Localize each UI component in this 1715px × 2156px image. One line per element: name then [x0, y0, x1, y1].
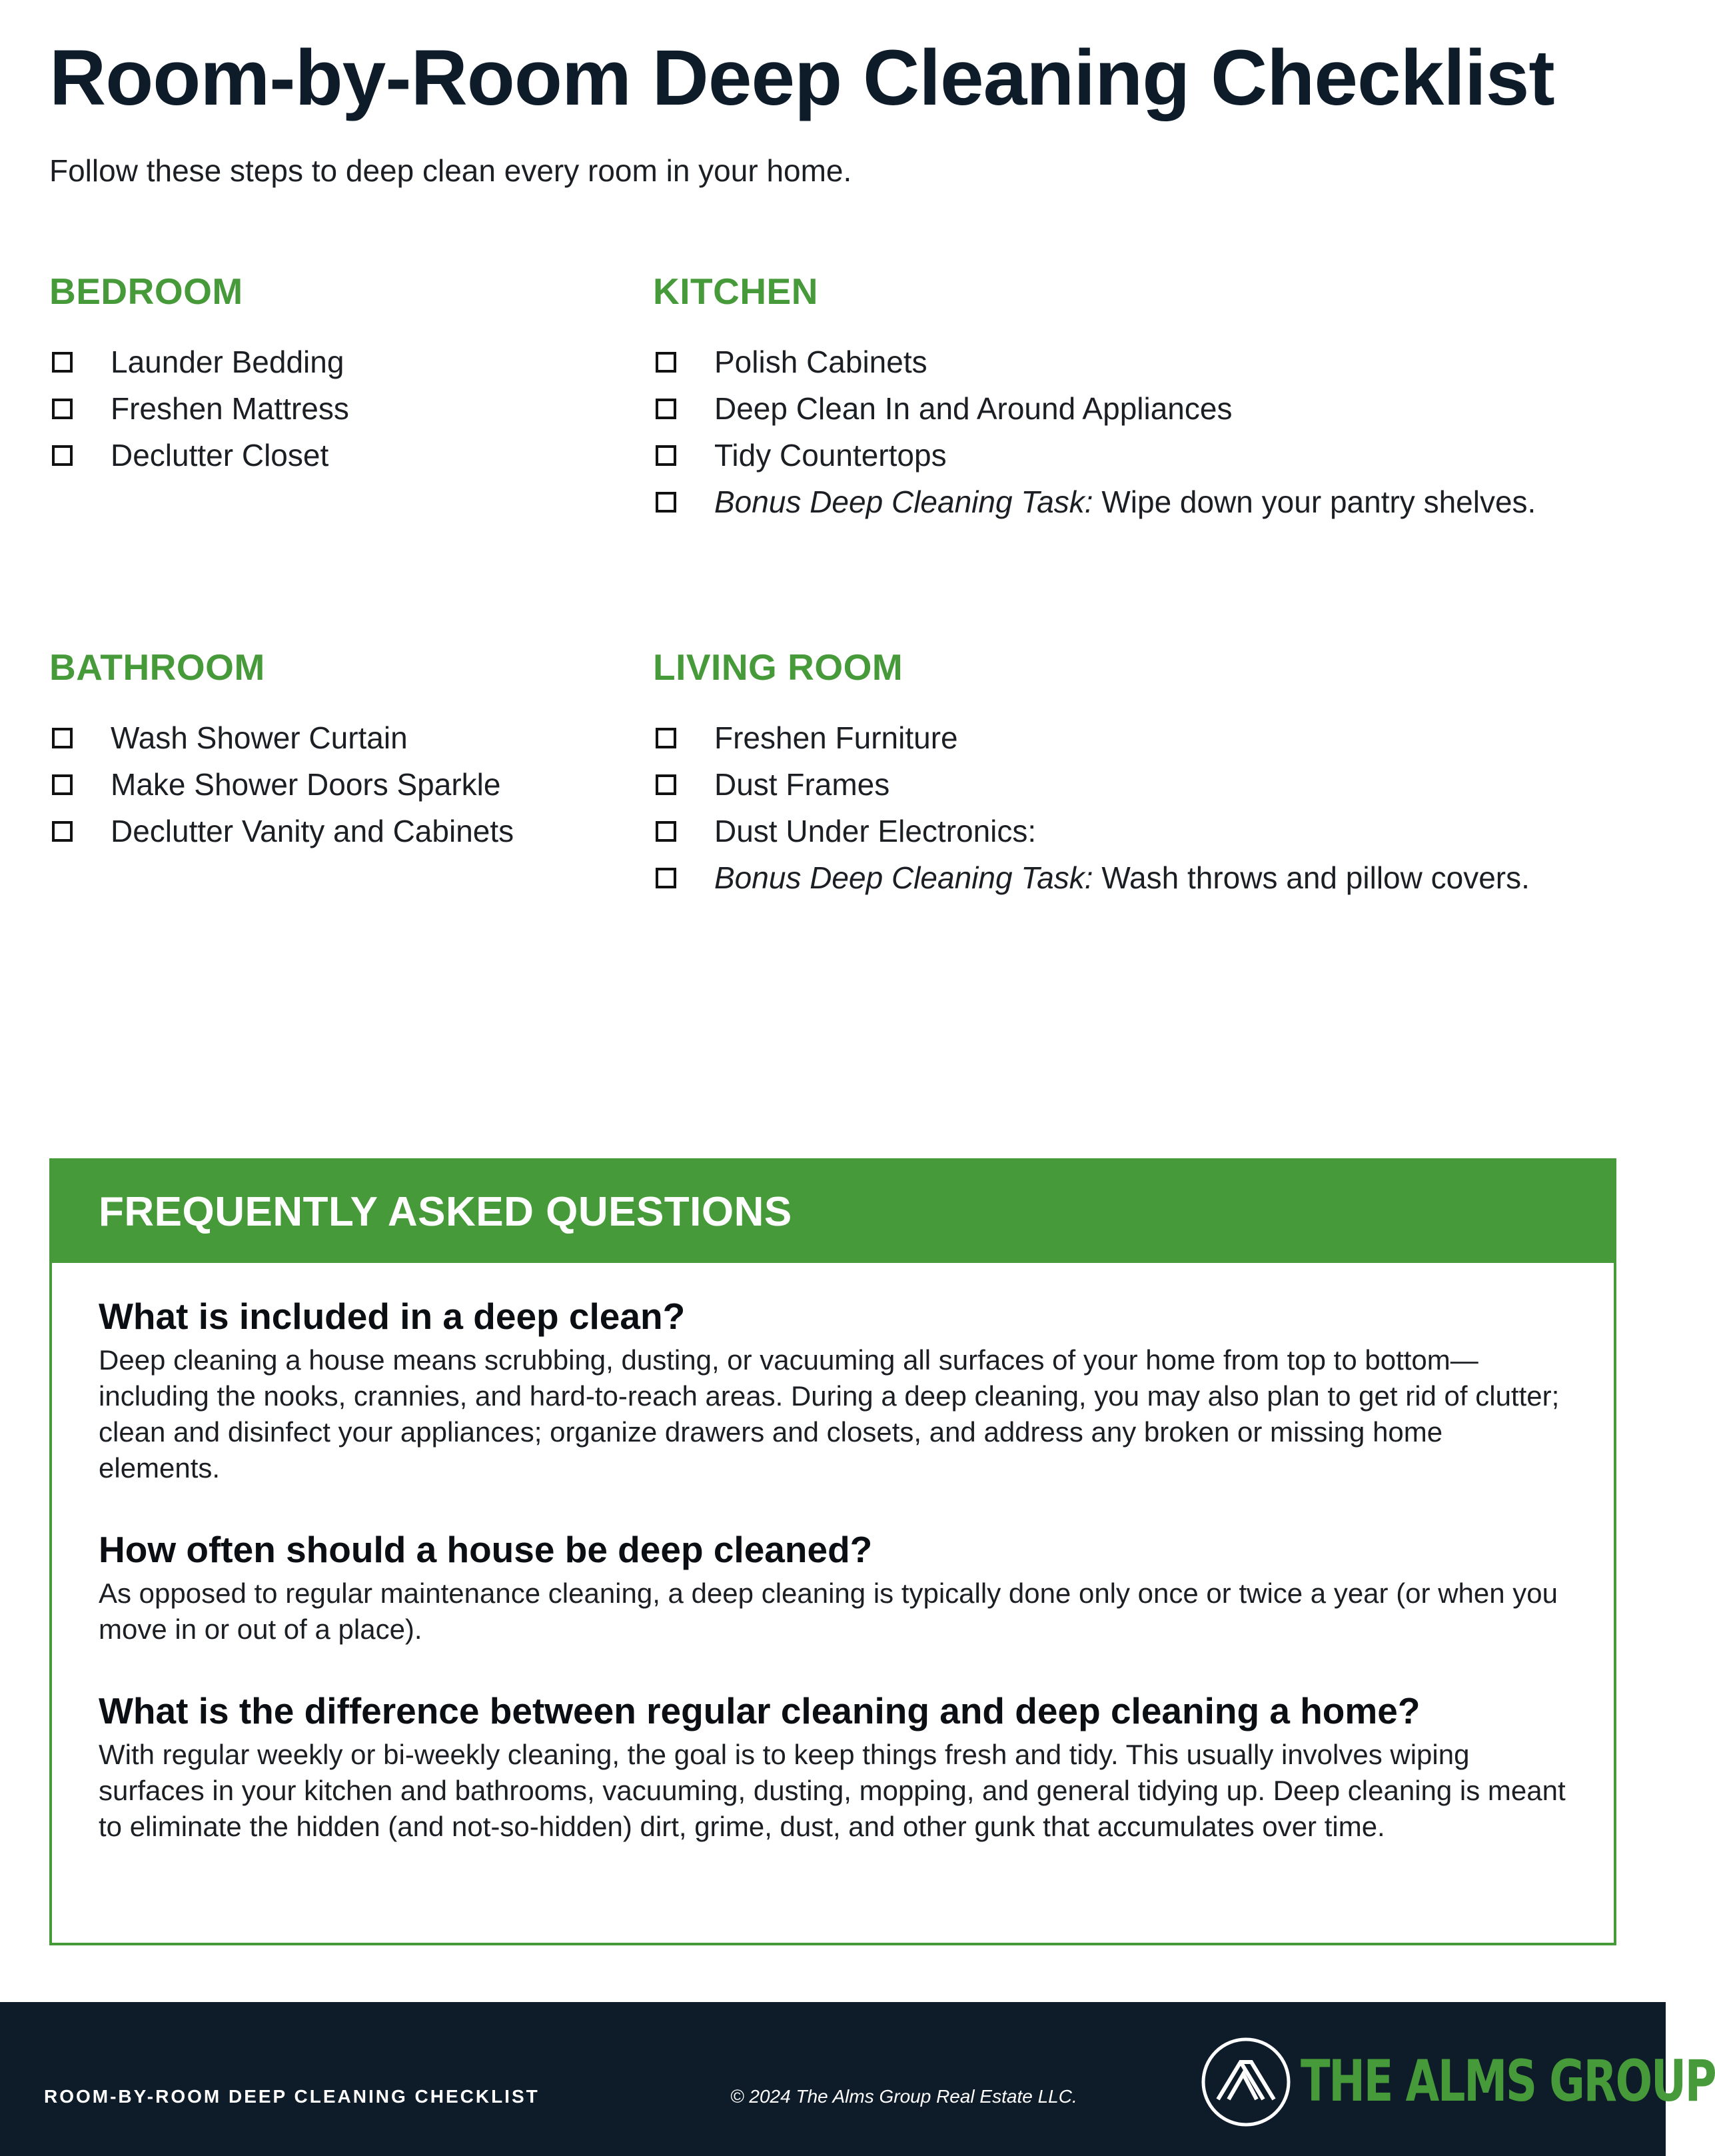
checkbox[interactable]: [52, 821, 73, 842]
bonus-task-text: Wipe down your pantry shelves.: [1093, 485, 1536, 519]
checklist-item-label: Wash Shower Curtain: [111, 720, 408, 755]
checkbox[interactable]: [52, 728, 73, 748]
bathroom-section: [49, 644, 514, 854]
faq-question: How often should a house be deep cleaned?: [99, 1529, 873, 1570]
checklist-item[interactable]: [49, 339, 349, 385]
faq-answer: Deep cleaning a house means scrubbing, dusting, or vacuuming all surfaces of your home from top to bottom—including the nooks, crannies, and hard-to-reach areas. During a deep cleaning, you may also plan to get rid of clutter; clean and disinfect your appliances; organize drawers and closets, and address any broken or missing home elements.: [99, 1344, 1560, 1484]
bonus-task-prefix: Bonus Deep Cleaning Task:: [714, 860, 1093, 895]
section-heading-bedroom: BEDROOM: [49, 271, 243, 312]
checkbox[interactable]: [656, 774, 676, 795]
faq-answer: As opposed to regular maintenance cleaning, a deep cleaning is typically done only once or twice a year (or when you move in or out of a place).: [99, 1578, 1558, 1645]
faq-heading: FREQUENTLY ASKED QUESTIONS: [52, 1161, 1614, 1263]
checklist-item-bonus[interactable]: [653, 479, 1536, 525]
checklist-item-label: Make Shower Doors Sparkle: [111, 767, 501, 802]
checklist-item-label: Dust Frames: [714, 767, 890, 802]
faq-item: [99, 1293, 1567, 1486]
checklist-item[interactable]: [653, 808, 1530, 854]
checklist-item-label: Dust Under Electronics:: [714, 814, 1037, 848]
kitchen-checklist: [653, 339, 1536, 525]
checklist-item-label: Declutter Closet: [111, 438, 329, 473]
faq-question: What is the difference between regular cleaning and deep cleaning a home?: [99, 1690, 1421, 1731]
checkbox[interactable]: [52, 352, 73, 373]
checklist-item[interactable]: [653, 339, 1536, 385]
section-heading-bathroom: BATHROOM: [49, 646, 265, 688]
company-logo: [1199, 2035, 1715, 2129]
faq-item: [99, 1687, 1567, 1845]
faq-body: [52, 1293, 1614, 1845]
bonus-task-prefix: Bonus Deep Cleaning Task:: [714, 485, 1093, 519]
checkbox[interactable]: [656, 352, 676, 373]
checklist-item[interactable]: [653, 761, 1530, 808]
kitchen-section: [653, 268, 1536, 525]
company-logo-text: THE ALMS GROUP: [1301, 2048, 1715, 2115]
checkbox[interactable]: [52, 399, 73, 419]
footer-document-title: ROOM-BY-ROOM DEEP CLEANING CHECKLIST: [44, 2086, 540, 2107]
checklist-item-label: Tidy Countertops: [714, 438, 947, 473]
checkbox[interactable]: [52, 774, 73, 795]
checklist-item-label: Declutter Vanity and Cabinets: [111, 814, 514, 848]
checklist-item[interactable]: [49, 432, 349, 479]
checklist-item-label: Deep Clean In and Around Appliances: [714, 391, 1233, 426]
checklist-item-label: Freshen Furniture: [714, 720, 958, 755]
checklist-item[interactable]: [49, 761, 514, 808]
checkbox[interactable]: [656, 868, 676, 888]
living-room-section: [653, 644, 1530, 901]
bedroom-section: [49, 268, 349, 479]
checklist-item[interactable]: [653, 432, 1536, 479]
checklist-item[interactable]: [653, 385, 1536, 432]
bonus-task-text: Wash throws and pillow covers.: [1093, 860, 1530, 895]
checklist-item[interactable]: [49, 714, 514, 761]
page-subtitle: Follow these steps to deep clean every room in your home.: [49, 153, 852, 188]
section-heading-living-room: LIVING ROOM: [653, 646, 903, 688]
checkbox[interactable]: [656, 821, 676, 842]
footer: [0, 2002, 1715, 2156]
checklist-item-label: Launder Bedding: [111, 345, 344, 379]
footer-copyright: © 2024 The Alms Group Real Estate LLC.: [730, 2086, 1077, 2107]
checkbox[interactable]: [656, 492, 676, 513]
roof-a-logo-icon: [1199, 2035, 1293, 2129]
checklist-item[interactable]: [49, 808, 514, 854]
faq-answer: With regular weekly or bi-weekly cleaning, the goal is to keep things fresh and tidy. This usually involves wiping surfaces in your kitchen and bathrooms, vacuuming, dusting, mopping, and general tidying up. Deep cleaning is meant to eliminate the hidden (and not-so-hidden) dirt, grime, dust, and other gunk that accumulates over time.: [99, 1739, 1566, 1842]
bathroom-checklist: [49, 714, 514, 854]
bedroom-checklist: [49, 339, 349, 479]
checklist-item-bonus[interactable]: [653, 854, 1530, 901]
checkbox[interactable]: [656, 445, 676, 466]
checkbox[interactable]: [656, 728, 676, 748]
faq-box: [49, 1158, 1616, 1945]
checklist-item[interactable]: [653, 714, 1530, 761]
checklist-item-label: Freshen Mattress: [111, 391, 349, 426]
checklist-item-label: Polish Cabinets: [714, 345, 927, 379]
living-room-checklist: [653, 714, 1530, 901]
checkbox[interactable]: [656, 399, 676, 419]
checklist-item[interactable]: [49, 385, 349, 432]
faq-question: What is included in a deep clean?: [99, 1296, 686, 1337]
faq-item: [99, 1526, 1567, 1647]
checkbox[interactable]: [52, 445, 73, 466]
section-heading-kitchen: KITCHEN: [653, 271, 818, 312]
page-title: Room-by-Room Deep Cleaning Checklist: [49, 34, 1554, 122]
